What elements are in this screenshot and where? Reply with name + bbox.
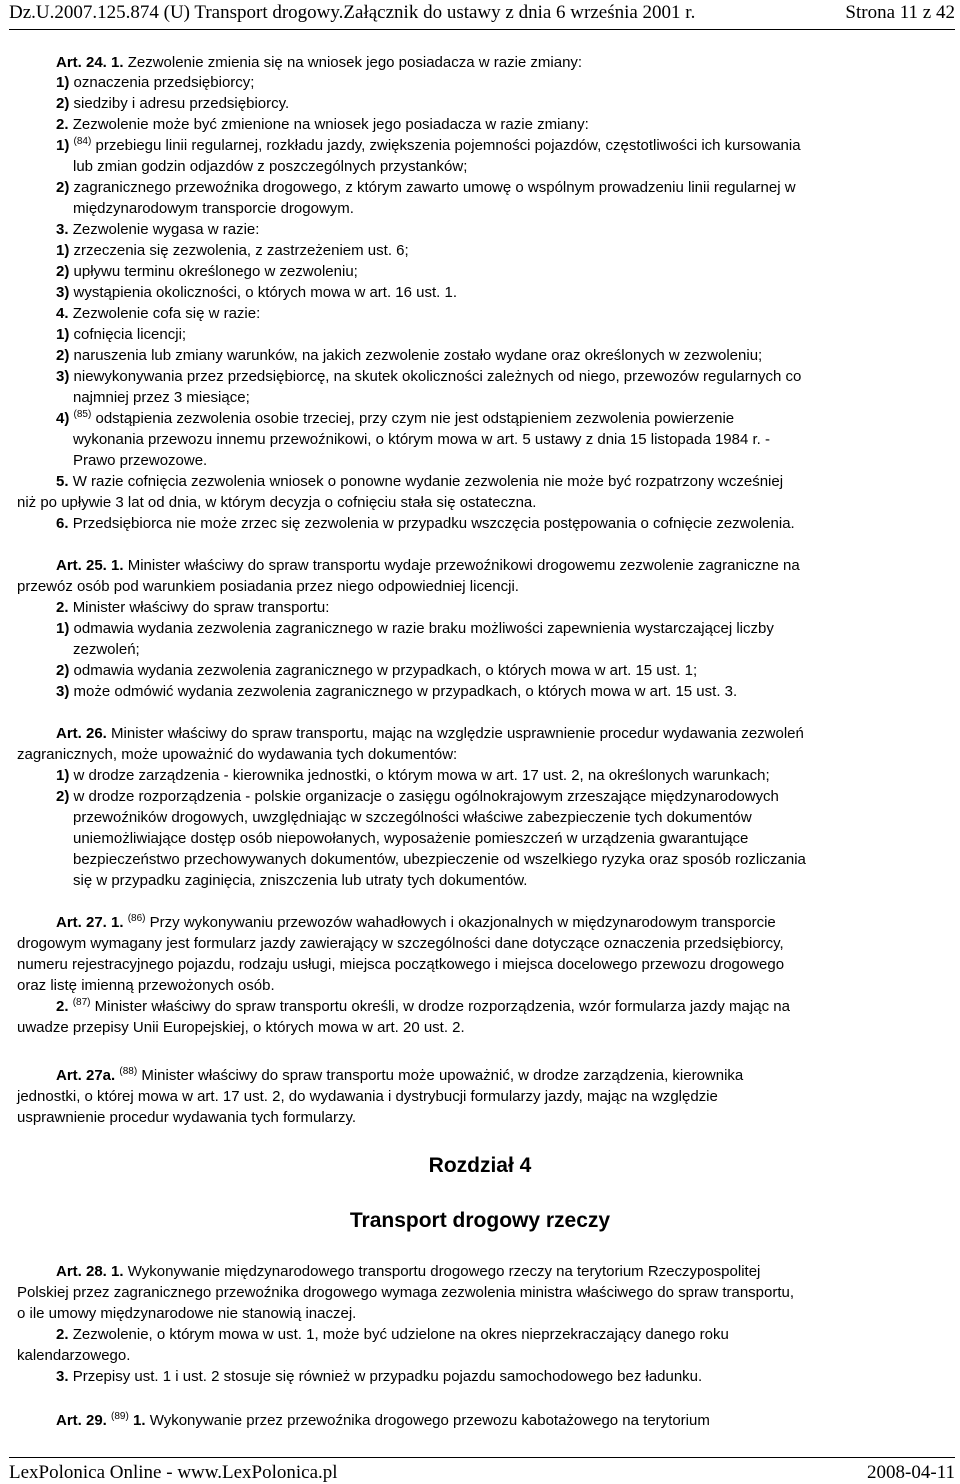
art24-p3-item2	[56, 262, 358, 282]
art24-para3	[56, 220, 259, 240]
item-text: naruszenia lub zmiany warunków, na jakich zezwolenie zostało wydane oraz określonych w zezwoleniu;	[73, 347, 763, 364]
item-number: 2)	[56, 263, 70, 280]
item-number: 4)	[56, 410, 70, 427]
paragraph-text: Minister właściwy do spraw transportu może upoważnić, w drodze zarządzenia, kierownika	[141, 1067, 744, 1084]
paragraph-text: Minister właściwy do spraw transportu:	[72, 599, 330, 616]
item-text: upływu terminu określonego w zezwoleniu;	[73, 263, 358, 280]
paragraph-text: Wykonywanie przez przewoźnika drogowego przewozu kabotażowego na terytorium	[149, 1412, 710, 1429]
art27-para1-cont3: oraz listę imienną przewożonych osób.	[17, 977, 275, 994]
item-text: w drodze zarządzenia - kierownika jednostki, o którym mowa w art. 17 ust. 2, na określonych warunkach;	[73, 767, 770, 784]
art24-p2-item2	[56, 178, 796, 198]
item-number: 1)	[56, 137, 70, 154]
art24-para2	[56, 115, 589, 135]
art26-item2-cont3: bezpieczeństwo przechowywanych dokumentów, ubezpieczenie od wszelkiego ryzyka oraz sposób rozliczania	[73, 851, 806, 868]
item-number: 1)	[56, 242, 70, 259]
art25-item1-cont: zezwoleń;	[73, 641, 140, 658]
art27a-para-cont1: jednostki, o której mowa w art. 17 ust. 2, do wydawania i dystrybucji formularzy jazdy, mając na względzie	[17, 1088, 718, 1105]
item-text: odmawia wydania zezwolenia zagranicznego w przypadkach, o których mowa w art. 15 ust. 1;	[73, 662, 698, 679]
art24-p1-item1	[56, 73, 254, 93]
paragraph-text: Przy wykonywaniu przewozów wahadłowych i okazjonalnych w międzynarodowym transporcie	[149, 914, 776, 931]
paragraph-number: 4.	[56, 305, 69, 322]
art25-para2	[56, 598, 329, 618]
art24-para4	[56, 304, 260, 324]
art24-para5	[56, 472, 783, 492]
art24-p4-item2	[56, 346, 762, 366]
paragraph-number: 1.	[133, 1412, 146, 1429]
item-number: 3)	[56, 683, 70, 700]
art27-para2	[56, 997, 790, 1017]
footnote-ref: (88)	[119, 1066, 138, 1077]
art24-p2-item2-cont: międzynarodowym transporcie drogowym.	[73, 200, 354, 217]
item-text: przebiegu linii regularnej, rozkładu jazdy, zwiększenia pojemności pojazdów, częstotliwości ich kursowania	[95, 137, 801, 154]
item-number: 1)	[56, 326, 70, 343]
art27a-para	[56, 1066, 743, 1086]
footnote-ref: (89)	[111, 1411, 129, 1422]
paragraph-text: Minister właściwy do spraw transportu, mając na względzie usprawnienie procedur wydawania zezwoleń	[111, 725, 804, 742]
item-text: zagranicznego przewoźnika drogowego, z którym zawarto umowę o wspólnym prowadzeniu linii regularnej w	[73, 179, 796, 196]
footnote-ref: (85)	[73, 409, 92, 420]
art24-p3-item1	[56, 241, 409, 261]
art26-item2	[56, 787, 779, 807]
item-number: 2)	[56, 179, 70, 196]
item-text: oznaczenia przedsiębiorcy;	[73, 74, 255, 91]
paragraph-number: 3.	[56, 221, 69, 238]
paragraph-number: 2.	[56, 599, 69, 616]
art25-item1	[56, 619, 774, 639]
item-number: 1)	[56, 620, 70, 637]
art25-heading: Art. 25. 1.	[56, 557, 124, 574]
art25-para1	[56, 556, 800, 576]
art24-p2-item1-cont: lub zmian godzin odjazdów z poszczególnych przystanków;	[73, 158, 468, 175]
paragraph-number: 5.	[56, 473, 69, 490]
art26-para	[56, 724, 804, 744]
page-number: Strona 11 z 42	[845, 2, 955, 23]
art24-p2-item1	[56, 136, 801, 156]
art27a-para-cont2: usprawnienie procedur wydawania tych formularzy.	[17, 1109, 357, 1126]
paragraph-text: W razie cofnięcia zezwolenia wniosek o ponowne wydanie zezwolenia nie może być rozpatrzony wcześniej	[72, 473, 784, 490]
document-reference: Dz.U.2007.125.874 (U) Transport drogowy.Załącznik do ustawy z dnia 6 września 2001 r.	[9, 2, 696, 23]
item-text: może odmówić wydania zezwolenia zagranicznego w przypadkach, o których mowa w art. 15 ust. 3.	[73, 683, 738, 700]
paragraph-text: Minister właściwy do spraw transportu określi, w drodze rozporządzenia, wzór formularza jazdy mając na	[94, 998, 790, 1015]
art28-para1-cont2: o ile umowy międzynarodowe nie stanowią inaczej.	[17, 1305, 357, 1322]
item-text: zrzeczenia się zezwolenia, z zastrzeżeniem ust. 6;	[73, 242, 409, 259]
art24-para1	[56, 53, 582, 73]
art24-p4-item3-cont: najmniej przez 3 miesiące;	[73, 389, 250, 406]
art24-heading: Art. 24. 1.	[56, 54, 124, 71]
art29-heading: Art. 29.	[56, 1412, 107, 1429]
item-number: 2)	[56, 662, 70, 679]
paragraph-text: Przepisy ust. 1 i ust. 2 stosuje się również w przypadku pojazdu samochodowego bez ładunku.	[72, 1368, 703, 1385]
art24-para5-cont: niż po upływie 3 lat od dnia, w którym decyzja o cofnięciu stała się ostateczna.	[17, 494, 537, 511]
chapter-number: Rozdział 4	[428, 1154, 532, 1177]
item-text: siedziby i adresu przedsiębiorcy.	[73, 95, 290, 112]
item-text: wystąpienia okoliczności, o których mowa w art. 16 ust. 1.	[73, 284, 458, 301]
paragraph-text: Zezwolenie, o którym mowa w ust. 1, może być udzielone na okres nieprzekraczający danego roku	[72, 1326, 729, 1343]
footnote-ref: (86)	[127, 913, 146, 924]
art26-item1	[56, 766, 770, 786]
art26-item2-cont2: uniemożliwiające dostęp osób niepowołanych, wyposażenie pomieszczeń w urządzenia gwarantujące	[73, 830, 749, 847]
paragraph-text: Zezwolenie cofa się w razie:	[72, 305, 261, 322]
paragraph-number: 2.	[56, 116, 69, 133]
art28-para1-cont1: Polskiej przez zagranicznego przewoźnika drogowego wymaga zezwolenia ministra właściwego do spraw transportu,	[17, 1284, 795, 1301]
item-text: odstąpienia zezwolenia osobie trzeciej, przy czym nie jest odstąpieniem zezwolenia powierzenie	[95, 410, 735, 427]
item-number: 1)	[56, 74, 70, 91]
art28-para2-cont: kalendarzowego.	[17, 1347, 131, 1364]
paragraph-number: 2.	[56, 1326, 69, 1343]
footnote-ref: (87)	[72, 997, 91, 1008]
art25-para1-cont: przewóz osób pod warunkiem posiadania przez niego odpowiedniej licencji.	[17, 578, 519, 595]
paragraph-text: Zezwolenie wygasa w razie:	[72, 221, 260, 238]
item-number: 3)	[56, 284, 70, 301]
item-text: niewykonywania przez przedsiębiorcę, na skutek okoliczności zależnych od niego, przewozów regularnych co	[73, 368, 802, 385]
art27a-heading: Art. 27a.	[56, 1067, 116, 1084]
art24-p1-item2	[56, 94, 289, 114]
art25-item2	[56, 661, 697, 681]
art24-para6	[56, 514, 795, 534]
paragraph-text: Minister właściwy do spraw transportu wydaje przewoźnikowi drogowemu zezwolenie zagraniczne na	[127, 557, 800, 574]
item-number: 2)	[56, 347, 70, 364]
footer-rule	[9, 1457, 955, 1458]
art24-p4-item3	[56, 367, 801, 387]
art28-heading: Art. 28. 1.	[56, 1263, 124, 1280]
item-text: odmawia wydania zezwolenia zagranicznego w razie braku możliwości zapewnienia wystarczającej liczby	[73, 620, 774, 637]
art27-para1	[56, 913, 776, 933]
art27-para2-cont: uwadze przepisy Unii Europejskiej, o których mowa w art. 20 ust. 2.	[17, 1019, 465, 1036]
art27-para1-cont1: drogowym wymagany jest formularz jazdy zawierający w szczególności dane dotyczące oznaczenia przedsiębiorcy,	[17, 935, 784, 952]
item-number: 2)	[56, 788, 70, 805]
footnote-ref: (84)	[73, 136, 92, 147]
art25-item3	[56, 682, 737, 702]
paragraph-number: 3.	[56, 1368, 69, 1385]
item-number: 2)	[56, 95, 70, 112]
art28-para3	[56, 1367, 702, 1387]
art26-para-cont: zagranicznych, może upoważnić do wydawania tych dokumentów:	[17, 746, 458, 763]
paragraph-text: Zezwolenie może być zmienione na wniosek jego posiadacza w razie zmiany:	[72, 116, 589, 133]
art27-heading: Art. 27. 1.	[56, 914, 124, 931]
art28-para1	[56, 1262, 760, 1282]
art26-heading: Art. 26.	[56, 725, 107, 742]
art27-para1-cont2: numeru rejestracyjnego pojazdu, rodzaju usługi, miejsca początkowego i miejsca docelowego przewozu drogowego	[17, 956, 785, 973]
art24-p4-item4	[56, 409, 734, 429]
paragraph-number: 6.	[56, 515, 69, 532]
chapter-title: Transport drogowy rzeczy	[349, 1209, 611, 1232]
paragraph-text: Wykonywanie międzynarodowego transportu drogowego rzeczy na terytorium Rzeczypospolitej	[127, 1263, 761, 1280]
art24-p4-item4-cont2: Prawo przewozowe.	[73, 452, 208, 469]
item-number: 1)	[56, 767, 70, 784]
art29-para	[56, 1411, 710, 1431]
art24-p1-text: Zezwolenie zmienia się na wniosek jego posiadacza w razie zmiany:	[127, 54, 583, 71]
footer-date: 2008-04-11	[867, 1462, 955, 1483]
art26-item2-cont1: przewoźników drogowych, uwzględniając w szczególności właściwe zabezpieczenie tych dokumentów	[73, 809, 752, 826]
item-text: cofnięcia licencji;	[73, 326, 187, 343]
item-text: w drodze rozporządzenia - polskie organizacje o zasięgu ogólnokrajowym zrzeszające międzynarodowych	[73, 788, 779, 805]
paragraph-text: Przedsiębiorca nie może zrzec się zezwolenia w przypadku wszczęcia postępowania o cofnięcie zezwolenia.	[72, 515, 795, 532]
art24-p3-item3	[56, 283, 457, 303]
footer-source: LexPolonica Online - www.LexPolonica.pl	[9, 1462, 338, 1483]
page-footer	[9, 1462, 955, 1484]
item-number: 3)	[56, 368, 70, 385]
art24-p4-item4-cont1: wykonania przewozu innemu przewoźnikowi, o którym mowa w art. 5 ustawy z dnia 15 listopada 1984 r. -	[73, 431, 770, 448]
art26-item2-cont4: się w przypadku zaginięcia, zniszczenia lub utraty tych dokumentów.	[73, 872, 528, 889]
art28-para2	[56, 1325, 729, 1345]
art24-p4-item1	[56, 325, 186, 345]
paragraph-number: 2.	[56, 998, 69, 1015]
